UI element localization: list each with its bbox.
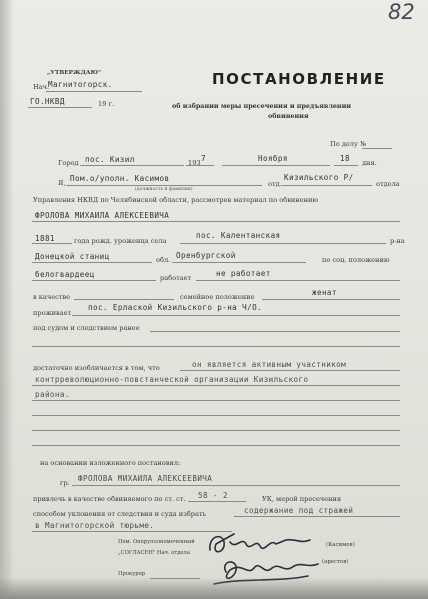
capacity-label: в качестве [33, 293, 71, 301]
year-digit: 7 [201, 154, 206, 163]
residence-value: пос. Ерлаской Кизильского р-на Ч/О. [88, 303, 263, 312]
official-name: Пом.о/уполн. Касимов [70, 174, 170, 183]
accusation-line-3: района. [35, 390, 70, 399]
birth-label: года рожд. уроженца села [74, 237, 167, 245]
accusation-lead: достаточно изобличается в том, что [33, 364, 160, 372]
birth-region-suffix: р-на [390, 237, 405, 245]
oblast-label: обл. [156, 256, 171, 264]
measure-lead: способом уклонения от следствия и суда избрать [33, 510, 207, 518]
city-value: пос. Кизил [85, 155, 135, 164]
charge-article: 58 - 2 [198, 491, 228, 500]
day-value: 18 [340, 154, 350, 163]
dept-value: Кизильского Р/ [284, 173, 354, 182]
intro-text: Управления НКВД по Челябинской области, рассмотрев материал по обвинению [33, 196, 319, 204]
citizen-name: ФРОЛОВА МИХАИЛА АЛЕКСЕЕВИЧА [78, 474, 213, 483]
family-value: женат [312, 288, 337, 297]
social-value: белогвардеец [35, 270, 95, 279]
agree-label: „СОГЛАСЕН" Нач. отдела [118, 550, 190, 556]
official-caption: (должность и фамилия) [135, 187, 193, 192]
page-number: 82 [388, 0, 415, 24]
approve-header: „УТВЕРЖДАЮ" [47, 70, 101, 76]
works-label: работает [160, 274, 192, 282]
case-label: По делу № [330, 140, 367, 148]
dept-label: отд. [268, 180, 282, 188]
trial-label: под судом и следствием ранее [33, 324, 140, 332]
prosecutor-label: Прокурор [118, 571, 146, 577]
accusation-line-2: контрреволюционно-повстанческой организации Кизильского [35, 375, 309, 384]
day-suffix: дня. [362, 159, 377, 167]
document-subtitle-1: об избрании меры пресечения и предъявлении [172, 102, 352, 110]
citizen-label: гр. [60, 479, 70, 487]
resolution-basis: на основании изложенного постановил: [40, 459, 181, 467]
document-subtitle-2: обвинения [268, 112, 309, 120]
approve-city: Магнитогорск. [48, 80, 113, 89]
month-value: Ноября [258, 154, 288, 163]
district-value: Донецкой станиц [35, 252, 110, 261]
dept-suffix: отдела [376, 180, 400, 188]
works-value: не работает [216, 269, 271, 278]
approve-year: 19 г. [98, 100, 115, 108]
residence-label: проживает [33, 309, 72, 317]
sign1-caption: (Касимов) [326, 542, 355, 548]
page-shadow-left [0, 0, 14, 599]
official-prefix: Я, [58, 179, 66, 187]
approve-org: ГО.НКВД [30, 97, 65, 106]
family-label: семейное положение [180, 293, 255, 301]
approve-label: Нач. [33, 83, 50, 91]
jail-value: в Магнитогорской тюрьме. [35, 521, 155, 530]
accusation-line-1: он является активным участником [192, 360, 347, 369]
measure-value: содержание под стражей [244, 506, 354, 515]
oblast-value: Оренбургской [176, 251, 236, 260]
birth-year: 1881 [35, 234, 55, 243]
accused-name: ФРОЛОВА МИХАИЛА АЛЕКСЕЕВИЧА [35, 211, 170, 220]
sign2-caption: (арестов) [322, 559, 349, 565]
social-label: по соц. положению [322, 256, 390, 264]
document-title: ПОСТАНОВЛЕНИЕ [212, 70, 386, 88]
charge-lead: привлечь в качестве обвиняемого по ст. ст. [33, 495, 186, 503]
city-label: Город [58, 159, 79, 167]
page-shadow-bottom [0, 577, 428, 599]
birth-village: пос. Калентанская [196, 231, 281, 240]
year-prefix: 193 [188, 159, 201, 167]
agree-role: Пом. Оперуполномоченный [118, 539, 195, 545]
charge-tail: УК, мерой пресечения [262, 495, 342, 503]
